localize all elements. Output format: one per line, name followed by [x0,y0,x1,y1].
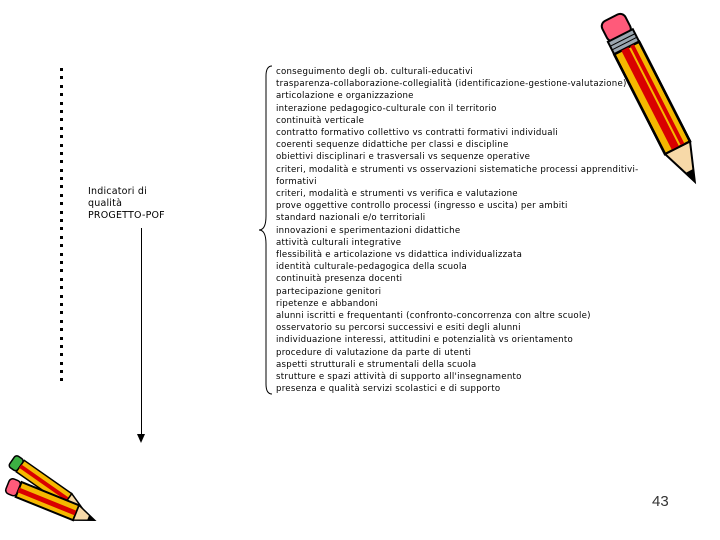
indicator-item: alunni iscritti e frequentanti (confronto-concorrenza con altre scuole) [276,311,591,322]
divider-dot [60,127,63,130]
divider-dot [60,85,63,88]
divider-dot [60,185,63,188]
divider-dot [60,227,63,230]
curly-brace [256,64,276,396]
divider-dot [60,378,63,381]
divider-dot [60,102,63,105]
indicator-item: conseguimento degli ob. culturali-educativi [276,67,474,77]
indicator-item: flessibilità e articolazione vs didattica individualizzata [276,250,523,261]
divider-dot [60,110,63,113]
pencils-icon [0,433,110,540]
indicator-item: criteri, modalità e strumenti vs osservazioni sistematiche processi apprenditivi- [276,164,639,175]
divider-dot [60,303,63,306]
page-number: 43 [652,493,669,510]
divider-dot [60,328,63,331]
divider-dot [60,345,63,348]
indicator-item: continuità presenza docenti [276,274,403,285]
indicator-item: partecipazione genitori [276,286,382,297]
indicator-item: contratto formativo collettivo vs contratti formativi individuali [276,128,559,139]
down-arrow-line [141,228,142,438]
divider-dot [60,118,63,121]
divider-dot [60,177,63,180]
indicator-item: osservatorio su percorsi successivi e esiti degli alunni [276,323,521,334]
divider-dot [60,337,63,340]
divider-dot [60,169,63,172]
divider-dot [60,68,63,71]
divider-dot [60,353,63,356]
divider-dot [60,362,63,365]
indicator-item: continuità verticale [276,115,365,126]
indicator-item: aspetti strutturali e strumentali della scuola [276,359,477,370]
indicator-item: formativi [276,176,317,187]
divider-dot [60,244,63,247]
indicator-item: presenza e qualità servizi scolastici e di supporto [276,384,501,395]
divider-dot [60,202,63,205]
pencil-icon [598,0,718,210]
indicator-item: trasparenza-collaborazione-collegialità (identificazione-gestione-valutazione) [276,79,627,90]
divider-dot [60,144,63,147]
divider-dot [60,253,63,256]
divider-dot [60,269,63,272]
indicator-item: attività culturali integrative [276,237,402,248]
divider-dot [60,370,63,373]
divider-dot [60,76,63,79]
indicator-item: articolazione e organizzazione [276,91,414,102]
indicator-item: individuazione interessi, attitudini e potenzialità vs orientamento [276,335,573,346]
divider-dot [60,93,63,96]
left-label-line-1: Indicatori di [88,186,147,197]
down-arrow-head [137,434,145,443]
divider-dot [60,160,63,163]
divider-dot [60,311,63,314]
indicator-item: standard nazionali e/o territoriali [276,213,426,224]
divider-dot [60,135,63,138]
divider-dot [60,236,63,239]
divider-dot [60,320,63,323]
left-label [88,186,165,222]
divider-dot [60,152,63,155]
divider-dot [60,286,63,289]
indicator-item: innovazioni e sperimentazioni didattiche [276,225,461,236]
divider-dot [60,278,63,281]
indicator-item: obiettivi disciplinari e trasversali vs sequenze operative [276,152,531,163]
divider-dot [60,211,63,214]
indicator-item: criteri, modalità e strumenti vs verifica e valutazione [276,189,518,200]
left-label-line-2: qualità [88,198,123,209]
divider-dot [60,219,63,222]
dotted-divider [59,68,65,390]
indicator-item: identità culturale-pedagogica della scuola [276,262,467,273]
divider-dot [60,261,63,264]
indicator-item: procedure di valutazione da parte di utenti [276,347,472,358]
indicator-item: prove oggettive controllo processi (ingresso e uscita) per ambiti [276,201,568,212]
indicator-item: interazione pedagogico-culturale con il territorio [276,103,497,114]
left-label-line-3: PROGETTO-POF [88,210,165,221]
indicator-item: ripetenze e abbandoni [276,298,379,309]
divider-dot [60,295,63,298]
indicator-item: strutture e spazi attività di supporto all'insegnamento [276,372,522,383]
divider-dot [60,194,63,197]
indicator-item: coerenti sequenze didattiche per classi e discipline [276,140,509,151]
